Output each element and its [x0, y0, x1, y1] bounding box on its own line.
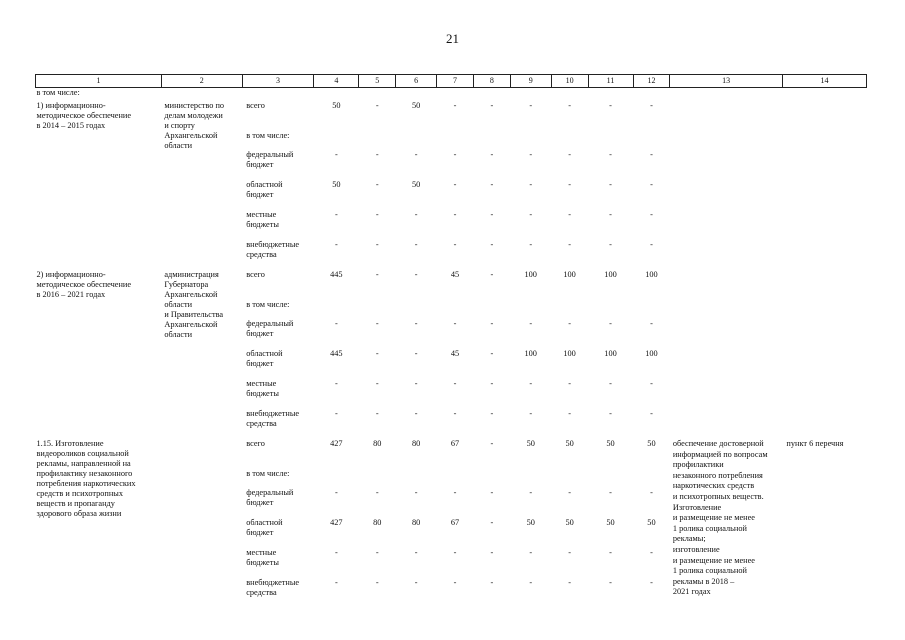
funding-source-label: местные бюджеты	[246, 548, 279, 567]
funding-value: -	[414, 548, 418, 557]
column-number: 2	[161, 75, 242, 88]
column-number: 4	[314, 75, 359, 88]
column-number: 13	[670, 75, 783, 88]
expected-result	[670, 101, 783, 270]
funding-value	[359, 300, 396, 319]
funding-value: -	[375, 488, 379, 497]
funding-value: -	[650, 548, 653, 557]
funding-value: 50	[565, 518, 574, 527]
funding-value: 80	[412, 439, 421, 448]
funding-value: -	[609, 409, 612, 418]
funding-value: 45	[450, 270, 460, 279]
funding-value: 67	[450, 518, 460, 527]
funding-value	[396, 131, 437, 150]
funding-value	[510, 469, 551, 488]
funding-value: -	[609, 210, 612, 219]
funding-value: -	[414, 270, 418, 279]
funding-value: -	[334, 578, 338, 587]
responsible-executor	[161, 439, 242, 608]
table-row	[36, 101, 867, 131]
funding-source-label: федеральный бюджет	[246, 150, 294, 169]
funding-value: 445	[330, 349, 343, 358]
funding-value: -	[529, 180, 533, 189]
funding-value: 50	[412, 101, 421, 110]
funding-value: -	[453, 409, 457, 418]
column-number: 3	[242, 75, 314, 88]
funding-value: -	[490, 488, 494, 497]
column-number: 12	[633, 75, 670, 88]
funding-value: -	[568, 578, 571, 587]
funding-value	[473, 131, 510, 150]
funding-value: -	[375, 210, 379, 219]
funding-value: -	[490, 349, 494, 358]
column-number: 8	[473, 75, 510, 88]
funding-value: 100	[524, 349, 537, 358]
funding-value	[314, 300, 359, 319]
funding-value: -	[375, 548, 379, 557]
funding-value: -	[490, 270, 494, 279]
funding-value: -	[414, 409, 418, 418]
funding-value: 80	[373, 439, 382, 448]
funding-value	[473, 469, 510, 488]
funding-value: -	[414, 240, 418, 249]
funding-value: -	[490, 439, 494, 448]
indicator-link	[782, 270, 866, 439]
funding-value: -	[375, 319, 379, 328]
column-number: 1	[36, 75, 162, 88]
funding-value: -	[529, 319, 533, 328]
funding-value: -	[375, 240, 379, 249]
funding-value: -	[568, 150, 571, 159]
funding-value: -	[650, 578, 653, 587]
funding-value: 100	[524, 270, 537, 279]
program-item-name: 1.15. Изготовление видеороликов социальной рекламы, направленной на профилактику незаконного потребления наркотических средств и психотропных веществ и пропаганду здорового образа жизни	[36, 439, 136, 518]
table-row	[36, 270, 867, 300]
funding-value: -	[453, 488, 457, 497]
column-number: 9	[510, 75, 551, 88]
funding-value	[588, 300, 633, 319]
funding-value: 100	[563, 270, 576, 279]
funding-source-label: всего	[246, 439, 265, 448]
program-item-name: 1) информационно- методическое обеспечение в 2014 – 2015 годах	[36, 101, 132, 130]
funding-value: -	[334, 488, 338, 497]
expected-result	[670, 270, 783, 439]
funding-value	[510, 300, 551, 319]
funding-value: -	[414, 349, 418, 358]
funding-source-label: областной бюджет	[246, 518, 283, 537]
funding-value: -	[375, 101, 379, 110]
funding-value: -	[650, 379, 653, 388]
funding-value: 50	[647, 439, 656, 448]
funding-source-label: федеральный бюджет	[246, 488, 294, 507]
funding-value: -	[529, 379, 533, 388]
program-item-name: 2) информационно- методическое обеспечение в 2016 – 2021 годах	[36, 270, 132, 299]
funding-value: -	[568, 548, 571, 557]
funding-value: -	[609, 150, 612, 159]
funding-source-label: внебюджетные средства	[246, 240, 300, 259]
funding-value: -	[453, 379, 457, 388]
funding-value: -	[375, 578, 379, 587]
funding-source-label: местные бюджеты	[246, 210, 279, 229]
funding-value	[396, 300, 437, 319]
column-number: 14	[782, 75, 866, 88]
funding-source-label: внебюджетные средства	[246, 409, 300, 428]
funding-value: -	[375, 150, 379, 159]
funding-value: 50	[412, 180, 421, 189]
funding-value	[633, 469, 670, 488]
funding-value	[633, 131, 670, 150]
funding-value	[396, 469, 437, 488]
funding-value	[588, 469, 633, 488]
funding-value	[473, 300, 510, 319]
funding-value	[359, 131, 396, 150]
funding-value: 100	[563, 349, 576, 358]
funding-value	[314, 131, 359, 150]
funding-value: -	[490, 210, 494, 219]
funding-value: 100	[645, 349, 658, 358]
responsible-executor: министерство по делам молодежи и спорту Архангельской области	[164, 101, 225, 150]
funding-value	[437, 300, 474, 319]
funding-value	[588, 131, 633, 150]
responsible-executor: администрация Губернатора Архангельской области и Правительства Архангельской области	[164, 270, 224, 339]
funding-value: -	[453, 578, 457, 587]
funding-source-label: областной бюджет	[246, 180, 283, 199]
funding-value: -	[414, 210, 418, 219]
funding-value: -	[334, 548, 338, 557]
funding-value: -	[490, 409, 494, 418]
funding-source-label: всего	[246, 270, 265, 279]
funding-value: -	[650, 180, 653, 189]
program-table	[35, 74, 867, 608]
funding-value: -	[529, 488, 533, 497]
funding-value: 50	[606, 518, 615, 527]
funding-value	[437, 131, 474, 150]
funding-value: -	[490, 150, 494, 159]
funding-value: -	[609, 240, 612, 249]
funding-value: -	[414, 379, 418, 388]
funding-value: -	[334, 319, 338, 328]
funding-value: 427	[330, 439, 343, 448]
funding-value: -	[529, 578, 533, 587]
funding-source-label: в том числе:	[246, 131, 290, 140]
funding-value: -	[529, 150, 533, 159]
funding-value: -	[490, 240, 494, 249]
funding-value: -	[609, 180, 612, 189]
funding-value: -	[609, 578, 612, 587]
funding-value: -	[568, 240, 571, 249]
funding-value: -	[490, 548, 494, 557]
funding-value: -	[568, 210, 571, 219]
column-number-row	[36, 75, 867, 88]
funding-source-label: федеральный бюджет	[246, 319, 294, 338]
funding-value: 50	[332, 180, 341, 189]
funding-value	[551, 131, 588, 150]
funding-value: -	[529, 101, 533, 110]
funding-source-label: областной бюджет	[246, 349, 283, 368]
table-row	[36, 439, 867, 469]
funding-value: 80	[373, 518, 382, 527]
funding-value: 427	[330, 518, 343, 527]
funding-value: -	[650, 319, 653, 328]
expected-result: обеспечение достоверной информацией по вопросам профилактики незаконного потребления наркотических средств и психотропных веществ. Изготовление и размещение не менее 1 ролика социальной рекламы; изготовление и размещение не менее 1 ролика социальной рекламы в 2018 – 2021 годах	[672, 439, 768, 597]
funding-value: 50	[565, 439, 574, 448]
funding-value: -	[414, 319, 418, 328]
funding-value: 100	[604, 349, 617, 358]
funding-value: -	[568, 101, 571, 110]
column-number: 6	[396, 75, 437, 88]
funding-value: 80	[412, 518, 421, 527]
funding-source-label: в том числе:	[246, 469, 290, 478]
funding-value	[551, 300, 588, 319]
funding-value: -	[453, 319, 457, 328]
intro-row	[36, 88, 867, 102]
funding-source-label: внебюджетные средства	[246, 578, 300, 597]
funding-value: -	[453, 180, 457, 189]
funding-source-label: всего	[246, 101, 265, 110]
funding-value: -	[650, 210, 653, 219]
funding-value: -	[490, 319, 494, 328]
funding-value: -	[453, 240, 457, 249]
funding-value: -	[490, 101, 494, 110]
page-number: 21	[446, 31, 459, 46]
funding-value: -	[453, 101, 457, 110]
funding-value: -	[490, 180, 494, 189]
column-number: 5	[359, 75, 396, 88]
funding-value: -	[375, 409, 379, 418]
funding-value: -	[490, 518, 494, 527]
indicator-link	[782, 101, 866, 270]
funding-value: -	[650, 409, 653, 418]
funding-value: -	[529, 548, 533, 557]
funding-value: -	[334, 379, 338, 388]
funding-value: 50	[526, 439, 535, 448]
funding-value: 50	[606, 439, 615, 448]
funding-value: -	[453, 150, 457, 159]
funding-value: -	[334, 150, 338, 159]
funding-value: -	[609, 101, 612, 110]
funding-value: -	[568, 180, 571, 189]
funding-value: 100	[604, 270, 617, 279]
funding-value	[359, 469, 396, 488]
funding-value: 50	[332, 101, 341, 110]
funding-value: 50	[647, 518, 656, 527]
funding-value: -	[568, 319, 571, 328]
funding-value: -	[375, 180, 379, 189]
table-body	[36, 88, 867, 609]
funding-value: -	[529, 240, 533, 249]
funding-value: 50	[526, 518, 535, 527]
funding-value: -	[490, 379, 494, 388]
funding-value: 445	[330, 270, 343, 279]
funding-value: -	[334, 210, 338, 219]
funding-value: -	[334, 240, 338, 249]
column-number: 7	[437, 75, 474, 88]
funding-value: -	[650, 101, 653, 110]
funding-value: -	[375, 270, 379, 279]
funding-value: -	[650, 488, 653, 497]
funding-source-label: в том числе:	[246, 300, 290, 309]
funding-value: -	[414, 150, 418, 159]
funding-value: -	[609, 319, 612, 328]
funding-value: -	[334, 409, 338, 418]
funding-value: -	[650, 240, 653, 249]
column-number: 10	[551, 75, 588, 88]
funding-value	[510, 131, 551, 150]
funding-value: 67	[450, 439, 460, 448]
funding-value	[314, 469, 359, 488]
funding-value: -	[650, 150, 653, 159]
funding-value: 100	[645, 270, 658, 279]
funding-value: -	[568, 379, 571, 388]
funding-value: -	[490, 578, 494, 587]
indicator-link: пункт 6 перечня	[786, 439, 844, 448]
funding-value: -	[609, 548, 612, 557]
funding-value: -	[568, 409, 571, 418]
column-number: 11	[588, 75, 633, 88]
funding-value: -	[375, 349, 379, 358]
funding-value: -	[609, 379, 612, 388]
funding-value	[551, 469, 588, 488]
funding-value: 45	[450, 349, 460, 358]
funding-value: -	[414, 488, 418, 497]
funding-value: -	[453, 210, 457, 219]
funding-value: -	[609, 488, 612, 497]
funding-value: -	[568, 488, 571, 497]
intro-text: в том числе:	[36, 88, 80, 97]
funding-value: -	[414, 578, 418, 587]
funding-value: -	[375, 379, 379, 388]
funding-value: -	[529, 210, 533, 219]
funding-source-label: местные бюджеты	[246, 379, 279, 398]
funding-value: -	[529, 409, 533, 418]
funding-value	[437, 469, 474, 488]
funding-value: -	[453, 548, 457, 557]
funding-value	[633, 300, 670, 319]
